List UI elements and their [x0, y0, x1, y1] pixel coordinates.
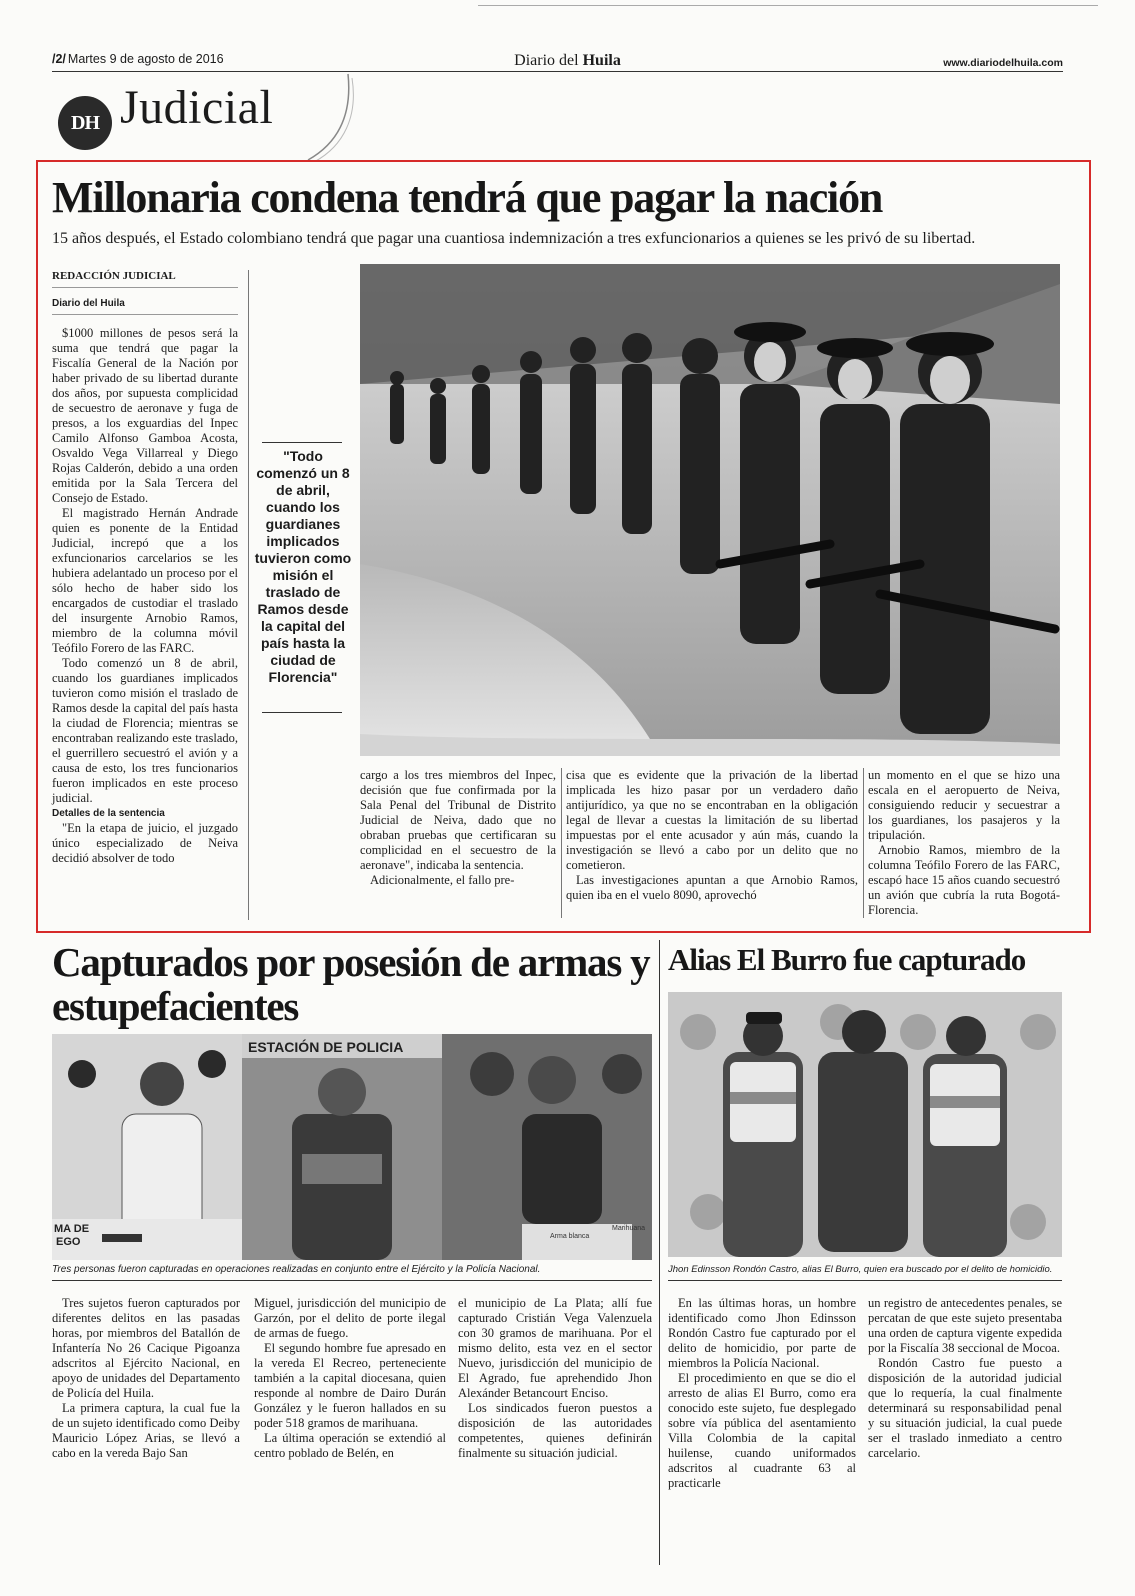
lead-column-3	[566, 768, 858, 903]
website-url[interactable]: www.diariodelhuila.com	[943, 57, 1063, 69]
paragraph: "En la etapa de juicio, el juzgado único especializado de Neiva decidió absolver de todo	[52, 821, 238, 865]
paragraph: Todo comenzó un 8 de abril, cuando los guardianes implicados tuvieron como misión el traslado de Ramos desde la capital del país hasta la ciudad de Florencia; mientras se encontraban realizando este traslado, el guerrillero secuestró el avión y a causa de esto, los tres funcionarios fueron implicados en este proceso judicial.	[52, 656, 238, 805]
pull-quote-rule	[262, 442, 342, 443]
column-rule	[248, 270, 249, 920]
paragraph: El segundo hombre fue apresado en la vereda El Recreo, perteneciente también a la capital diocesana, quien responde al nombre de Dairo Durán González y le fueron hallados en su poder 518 gramos de marihuana.	[254, 1341, 446, 1430]
section-title: Judicial	[120, 81, 274, 134]
top-edge-line	[478, 5, 1098, 6]
arrests-photo-strip	[52, 1034, 652, 1260]
pull-quote: "Todo comenzó un 8 de abril, cuando los guardianes implicados tuvieron como misión el traslado de Ramos desde la capital del país hasta la ciudad de Florencia"	[254, 448, 352, 685]
paragraph: el municipio de La Plata; allí fue capturado Cristián Vega Valenzuela con 30 gramos de marihuana. Por el mismo delito, esta vez en el sector Nuevo, jurisdicción del municipio de El Agrado, fue aprehendido Jhon Alexánder Betancourt Enciso.	[458, 1296, 652, 1400]
photo-sign-text: MA DE	[54, 1223, 90, 1235]
paragraph: Adicionalmente, el fallo pre-	[370, 873, 515, 887]
paragraph: cisa que es evidente que la privación de la libertad implicada les hizo pasar por un verdadero daño antijurídico, ya que no se encontraban en la obligación legal de llevar a cuestas la limitación de su libertad impuestas por el ente acusador y aún más, cuando la investigación se llevó a cabo por un delito que no cometieron.	[566, 768, 858, 872]
paragraph: Las investigaciones apuntan a que Arnobio Ramos, quien iba en el vuelo 8090, aprovechó	[566, 873, 858, 902]
paragraph: Rondón Castro fue puesto a disposición de la autoridad judicial que lo requería, la cual finalmente determinará su responsabilidad penal y su situación judicial, la cual puede ser el traslado inmediato a centro carcelario.	[868, 1356, 1062, 1460]
paragraph: En las últimas horas, un hombre identificado como Jhon Edinsson Rondón Castro fue capturado por el delito de homicidio, por parte de miembros la Policía Nacional.	[668, 1296, 856, 1370]
lead-deck: 15 años después, el Estado colombiano tendrá que pagar una cuantiosa indemnización a tres exfuncionarios a quienes se les privó de su libertad.	[52, 230, 976, 247]
column-rule	[561, 768, 562, 918]
lead-column-4	[868, 768, 1060, 918]
story-two-caption: Tres personas fueron capturadas en operaciones realizadas en conjunto entre el Ejército y la Policía Nacional.	[52, 1264, 541, 1275]
photo-sign-text: Marihuana	[612, 1225, 646, 1232]
dh-logo: DH	[58, 96, 112, 150]
decorative-swoosh	[300, 72, 370, 162]
photo-sign-text: ESTACIÓN DE POLICIA	[248, 1039, 404, 1055]
paragraph: Miguel, jurisdicción del municipio de Garzón, por el delito de porte ilegal de armas de fuego.	[254, 1296, 446, 1340]
lead-source: Diario del Huila	[52, 298, 125, 309]
story-three-headline: Alias El Burro fue capturado	[668, 942, 1026, 977]
story-divider	[659, 940, 660, 1565]
paragraph: Los sindicados fueron puestos a disposición de las autoridades competentes, quienes definirán finalmente su situación judicial.	[458, 1401, 652, 1460]
paragraph: un momento en el que se hizo una escala en el aeropuerto de Neiva, consiguiendo reducir y secuestrar a los guardianes, los pasajeros y la tripulación.	[868, 768, 1060, 842]
page-number: /2/	[52, 52, 66, 66]
header-rule	[52, 71, 1063, 72]
photo-sign-text: EGO	[56, 1236, 81, 1248]
page-date: Martes 9 de agosto de 2016	[67, 52, 224, 66]
lead-headline: Millonaria condena tendrá que pagar la nación	[52, 173, 883, 222]
lead-column-2	[360, 768, 556, 888]
masthead-name: Huila	[582, 52, 621, 69]
byline-rule	[52, 314, 238, 315]
paragraph: La última operación se extendió al centro poblado de Belén, en	[254, 1431, 446, 1460]
paragraph: Arnobio Ramos, miembro de la columna Teófilo Forero de las FARC, escapó hace 15 años cuando secuestró un avión que cubría la ruta Bogotá-Florencia.	[868, 843, 1060, 917]
column-rule	[863, 768, 864, 918]
paragraph: El magistrado Hernán Andrade quien es ponente de la Entidad Judicial, increpó que a los exfuncionarios carcelarios se les hubiera adelantado un proceso por el sólo hecho de haber sido los encargados de custodiar el traslado del insurgente Arnobio Ramos, miembro de la columna móvil Teófilo Forero de las FARC.	[52, 506, 238, 655]
byline-rule	[52, 287, 238, 288]
photo-sign-text: Arma blanca	[550, 1233, 590, 1240]
story-two-column-1	[52, 1296, 240, 1461]
caption-rule	[668, 1280, 1062, 1281]
paragraph: Tres sujetos fueron capturados por diferentes delitos en las pasadas horas, por miembros del Batallón de Infantería No 26 Cacique Pigoanza adscritos al Ejército Nacional, en apoyo de unidades del Departamento de Policía del Huila.	[52, 1296, 240, 1400]
paragraph: cargo a los tres miembros del Inpec, decisión que fue confirmada por la Sala Penal del Tribunal de Distrito Judicial de Neiva, dado que no obraban pruebas que certificaran su complicidad en el secuestro de la aeronave", indicaba la sentencia.	[360, 768, 556, 872]
caption-rule	[52, 1280, 652, 1281]
pull-quote-rule	[262, 712, 342, 713]
lead-column-1	[52, 326, 238, 866]
paragraph: un registro de antecedentes penales, se percatan de que este sujeto presentaba una orden de captura vigente expedida por la Fiscalía 38 seccional de Mocoa.	[868, 1296, 1062, 1355]
paragraph: El procedimiento en que se dio el arresto de alias El Burro, como era conocido este sujeto, fue desplegado sobre vía pública del asentamiento Villa Colombia de la capital huilense, cuando uniformados adscritos al cuadrante 63 al practicarle	[668, 1371, 856, 1490]
paragraph: La primera captura, la cual fue la de un sujeto identificado como Deiby Mauricio López Arias, se llevó a cabo en la vereda Bajo San	[52, 1401, 240, 1460]
story-two-headline: Capturados por posesión de armas y estupefacientes	[52, 939, 650, 1029]
lead-byline: REDACCIÓN JUDICIAL	[52, 270, 176, 282]
story-two-column-2	[254, 1296, 446, 1461]
masthead-prefix: Diario del	[514, 52, 583, 69]
story-three-caption: Jhon Edinsson Rondón Castro, alias El Burro, quien era buscado por el delito de homicidio.	[668, 1264, 1053, 1275]
lead-subhead: Detalles de la sentencia	[52, 808, 165, 819]
lead-photo-soldiers	[360, 264, 1060, 756]
story-three-column-2	[868, 1296, 1062, 1461]
story-two-column-3	[458, 1296, 652, 1461]
el-burro-photo	[668, 992, 1062, 1257]
story-three-column-1	[668, 1296, 856, 1491]
paragraph: $1000 millones de pesos será la suma que tendrá que pagar la Fiscalía General de la Nación por haber privado de su libertad durante dos años, por supuesta complicidad de secuestro de aeronave y fuga de presos, a los exguardias del Inpec Camilo Alfonso Gamboa Acosta, Osvaldo Vega Villarreal y Diego Rojas Calderón, debido a una orden emitida por la Sala Tercera del Consejo de Estado.	[52, 326, 238, 505]
